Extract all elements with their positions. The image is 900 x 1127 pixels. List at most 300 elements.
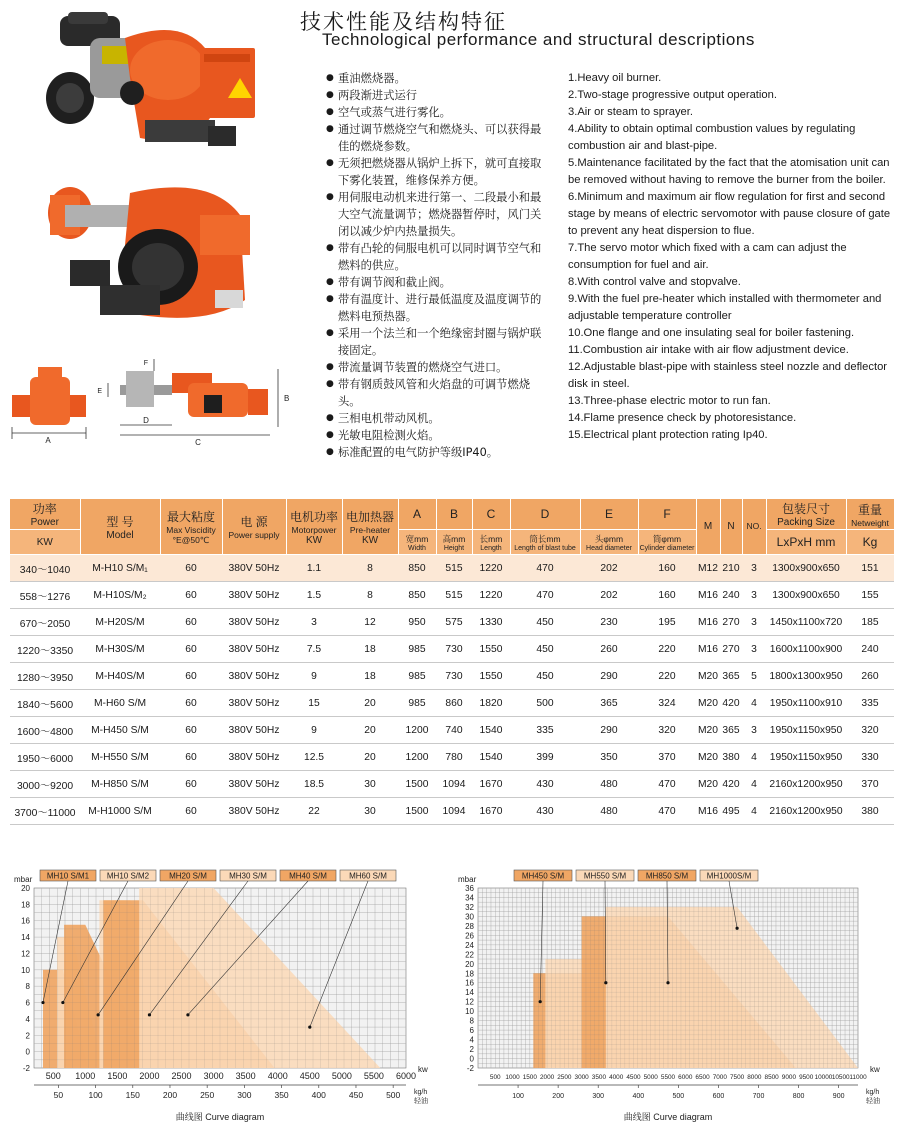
cell-pack: 2160x1200x950 <box>766 771 846 798</box>
cell-m: M12 <box>696 555 720 582</box>
table-row <box>10 609 894 636</box>
feature-cn-item: ● 光敏电阻检测火焰。 <box>326 427 546 444</box>
cell-weight: 151 <box>846 555 894 582</box>
cell-d: 450 <box>510 609 580 636</box>
cell-model: M-H10 S/M₁ <box>80 555 160 582</box>
cell-supply: 380V 50Hz <box>222 555 286 582</box>
legend-label-0: MH10 S/M1 <box>46 871 90 881</box>
secondary-tick-label: 50 <box>53 1090 64 1100</box>
y-tick-label: 26 <box>465 931 474 941</box>
y-tick-label: 24 <box>465 940 474 950</box>
secondary-unit-cn: 轻油 <box>866 1098 880 1105</box>
cell-m: M20 <box>696 717 720 744</box>
y-tick-label: 18 <box>21 900 30 910</box>
cell-model: M-H60 S/M <box>80 690 160 717</box>
y-tick-label: 0 <box>469 1054 474 1064</box>
legend-label-3: MH30 S/M <box>229 871 267 881</box>
cell-supply: 380V 50Hz <box>222 636 286 663</box>
th-supply: 电 源 Power supply <box>222 499 286 555</box>
cell-heater: 8 <box>342 582 398 609</box>
cell-e: 290 <box>580 663 638 690</box>
cell-pack: 1950x1150x950 <box>766 717 846 744</box>
cell-supply: 380V 50Hz <box>222 744 286 771</box>
y-tick-label: 28 <box>465 921 474 931</box>
cell-weight: 380 <box>846 798 894 825</box>
cell-weight: 185 <box>846 609 894 636</box>
y-tick-label: 8 <box>469 1016 474 1026</box>
feature-cn-item: ● 带有凸轮的伺服电机可以同时调节空气和燃料的供应。 <box>326 240 546 274</box>
feature-cn-item: ● 用伺服电动机来进行第一、二段最小和最大空气流量调节；燃烧器暂停时，风门关闭以减少炉内热量损失。 <box>326 189 546 240</box>
secondary-tick-label: 350 <box>274 1090 289 1100</box>
cell-d: 430 <box>510 798 580 825</box>
table-row <box>10 798 894 825</box>
cell-power: 558～1276 <box>10 582 80 609</box>
cell-weight: 320 <box>846 717 894 744</box>
y-tick-label: 4 <box>469 1035 474 1045</box>
feature-cn-item: ● 无须把燃烧器从锅炉上拆下，就可直接取下雾化装置，维修保养方便。 <box>326 155 546 189</box>
y-tick-label: 8 <box>25 982 30 992</box>
y-tick-label: -2 <box>22 1064 30 1073</box>
cell-weight: 370 <box>846 771 894 798</box>
secondary-tick-label: 150 <box>125 1090 140 1100</box>
x-tick-label: 2500 <box>171 1071 192 1081</box>
th-model: 型 号 Model <box>80 499 160 555</box>
cell-d: 399 <box>510 744 580 771</box>
th-a: A <box>398 499 436 530</box>
cell-no: 3 <box>742 609 766 636</box>
th-d: D <box>510 499 580 530</box>
feature-en-item: 7.The servo motor which fixed with a cam can adjust the consumption for fuel and air. <box>568 242 847 271</box>
cell-d: 470 <box>510 582 580 609</box>
th-f-sub: 筒φmm Cylinder diameter <box>638 530 696 555</box>
chart-caption: 曲线图 Curve diagram <box>623 1112 713 1122</box>
feature-cn-item: ● 带有钢质鼓风管和火焰盘的可调节燃烧头。 <box>326 376 546 410</box>
leader-dot-0 <box>41 1001 44 1004</box>
y-tick-label: 12 <box>21 949 30 959</box>
cell-visc: 60 <box>160 744 222 771</box>
cell-visc: 60 <box>160 555 222 582</box>
cell-pack: 1950x1150x950 <box>766 744 846 771</box>
cell-pack: 1950x1100x910 <box>766 690 846 717</box>
cell-visc: 60 <box>160 582 222 609</box>
cell-visc: 60 <box>160 663 222 690</box>
cell-model: M-H1000 S/M <box>80 798 160 825</box>
x-tick-label: 5500 <box>363 1071 384 1081</box>
cell-c: 1220 <box>472 582 510 609</box>
cell-n: 270 <box>720 609 742 636</box>
legend-label-1: MH550 S/M <box>583 871 627 881</box>
cell-m: M20 <box>696 690 720 717</box>
cell-e: 230 <box>580 609 638 636</box>
feature-en-item: 1.Heavy oil burner. <box>568 72 662 84</box>
cell-pack: 1800x1300x950 <box>766 663 846 690</box>
cell-motor: 15 <box>286 690 342 717</box>
cell-m: M16 <box>696 798 720 825</box>
feature-en-item: 6.Minimum and maximum air flow regulation for first and second stage by means of electric servomotor with pause closure of gate to prevent any heat dispersion to flue. <box>568 191 891 237</box>
x-tick-label: 7000 <box>712 1074 727 1081</box>
cell-b: 740 <box>436 717 472 744</box>
x-tick-label: 4500 <box>299 1071 320 1081</box>
feature-en-item: 3.Air or steam to sprayer. <box>568 106 693 118</box>
th-heater: 电加热器 Pre-heater KW <box>342 499 398 555</box>
x-tick-label: 10000 <box>814 1074 833 1081</box>
feature-cn-item: ● 带有调节阀和截止阀。 <box>326 274 546 291</box>
x-tick-label: 5000 <box>643 1074 658 1081</box>
table-row <box>10 771 894 798</box>
x-tick-label: 10500 <box>831 1074 850 1081</box>
feature-cn-item: ● 通过调节燃烧空气和燃烧头、可以获得最佳的燃烧参数。 <box>326 121 546 155</box>
cell-a: 850 <box>398 582 436 609</box>
x-tick-label: 6000 <box>678 1074 693 1081</box>
x-tick-label: 3000 <box>574 1074 589 1081</box>
y-tick-label: 2 <box>469 1045 474 1055</box>
x-tick-label: 3500 <box>235 1071 256 1081</box>
cell-f: 195 <box>638 609 696 636</box>
legend-label-3: MH1000S/M <box>706 871 752 881</box>
cell-b: 1094 <box>436 771 472 798</box>
secondary-unit-en: kg/h <box>414 1089 428 1096</box>
y-tick-label: 20 <box>21 884 30 893</box>
cell-heater: 20 <box>342 690 398 717</box>
secondary-tick-label: 800 <box>792 1093 805 1100</box>
dimension-drawing <box>8 355 293 450</box>
cell-c: 1330 <box>472 609 510 636</box>
cell-power: 340～1040 <box>10 555 80 582</box>
th-e-sub: 头φmm Head diameter <box>580 530 638 555</box>
y-tick-label: 10 <box>21 965 30 975</box>
feature-cn-item: ● 空气或蒸气进行雾化。 <box>326 104 546 121</box>
cell-a: 985 <box>398 663 436 690</box>
cell-b: 730 <box>436 636 472 663</box>
secondary-tick-label: 400 <box>632 1093 645 1100</box>
cell-motor: 9 <box>286 717 342 744</box>
y-tick-label: 14 <box>21 933 30 943</box>
x-tick-label: 6000 <box>395 1071 417 1081</box>
dim-label-e: E <box>97 388 102 395</box>
x-tick-label: 2500 <box>557 1074 572 1081</box>
cell-e: 365 <box>580 690 638 717</box>
features-en-list <box>568 70 893 444</box>
feature-en-item: 9.With the fuel pre-heater which installed with thermometer and adjustable temperature controller <box>568 293 882 322</box>
th-viscidity: 最大粘度 Max Viscidity °E@50℃ <box>160 499 222 555</box>
cell-visc: 60 <box>160 690 222 717</box>
x-tick-label: 2000 <box>539 1074 555 1081</box>
cell-f: 470 <box>638 798 696 825</box>
cell-weight: 335 <box>846 690 894 717</box>
spec-table <box>10 499 895 825</box>
feature-en-item: 5.Maintenance facilitated by the fact that the atomisation unit can be removed without having to remove the burner from the boiler. <box>568 157 890 186</box>
cell-power: 3000～9200 <box>10 771 80 798</box>
cell-motor: 1.1 <box>286 555 342 582</box>
table-row <box>10 636 894 663</box>
cell-e: 202 <box>580 555 638 582</box>
cell-n: 380 <box>720 744 742 771</box>
legend-label-2: MH20 S/M <box>169 871 207 881</box>
secondary-tick-label: 100 <box>88 1090 103 1100</box>
th-weight-unit: Kg <box>846 530 894 555</box>
cell-m: M20 <box>696 663 720 690</box>
cell-weight: 260 <box>846 663 894 690</box>
cell-b: 515 <box>436 555 472 582</box>
secondary-tick-label: 400 <box>311 1090 326 1100</box>
cell-c: 1670 <box>472 798 510 825</box>
cell-d: 470 <box>510 555 580 582</box>
table-row <box>10 717 894 744</box>
cell-d: 500 <box>510 690 580 717</box>
secondary-unit-en: kg/h <box>866 1089 880 1096</box>
cell-no: 4 <box>742 690 766 717</box>
cell-f: 320 <box>638 717 696 744</box>
cell-power: 1280～3950 <box>10 663 80 690</box>
cell-pack: 1600x1100x900 <box>766 636 846 663</box>
feature-cn-item: ● 重油燃烧器。 <box>326 70 546 87</box>
feature-en-item: 14.Flame presence check by photoresistance. <box>568 412 797 424</box>
cell-f: 324 <box>638 690 696 717</box>
y-tick-label: 30 <box>465 912 474 922</box>
cell-heater: 18 <box>342 636 398 663</box>
cell-a: 1500 <box>398 798 436 825</box>
cell-visc: 60 <box>160 609 222 636</box>
cell-no: 3 <box>742 555 766 582</box>
cell-heater: 30 <box>342 771 398 798</box>
x-tick-label: 8500 <box>764 1074 779 1081</box>
page-title-cn: 技术性能及结构特征 <box>300 10 507 34</box>
secondary-tick-label: 250 <box>200 1090 215 1100</box>
cell-c: 1550 <box>472 636 510 663</box>
th-power: 功率 Power <box>10 499 80 530</box>
cell-c: 1540 <box>472 744 510 771</box>
x-tick-label: 3000 <box>203 1071 224 1081</box>
cell-model: M-H450 S/M <box>80 717 160 744</box>
cell-model: M-H20S/M <box>80 609 160 636</box>
feature-en-item: 15.Electrical plant protection rating Ip40. <box>568 429 768 441</box>
cell-a: 985 <box>398 690 436 717</box>
secondary-tick-label: 600 <box>712 1093 725 1100</box>
cell-motor: 18.5 <box>286 771 342 798</box>
curve-diagram-left <box>0 862 440 1124</box>
x-tick-label: 500 <box>45 1071 61 1081</box>
y-axis-label: mbar <box>458 875 477 884</box>
cell-heater: 12 <box>342 609 398 636</box>
cell-b: 860 <box>436 690 472 717</box>
th-n: N <box>720 499 742 555</box>
cell-e: 480 <box>580 771 638 798</box>
cell-b: 730 <box>436 663 472 690</box>
cell-heater: 8 <box>342 555 398 582</box>
th-power-unit: KW <box>10 530 80 555</box>
x-tick-label: 6500 <box>695 1074 710 1081</box>
x-tick-label: 1500 <box>107 1071 128 1081</box>
th-b-sub: 高mm Height <box>436 530 472 555</box>
cell-visc: 60 <box>160 771 222 798</box>
dim-label-f: F <box>143 360 148 367</box>
y-tick-label: 16 <box>21 916 30 926</box>
th-c: C <box>472 499 510 530</box>
cell-weight: 330 <box>846 744 894 771</box>
cell-visc: 60 <box>160 798 222 825</box>
cell-power: 670～2050 <box>10 609 80 636</box>
cell-c: 1670 <box>472 771 510 798</box>
th-weight: 重量 Netweight <box>846 499 894 530</box>
cell-f: 370 <box>638 744 696 771</box>
cell-weight: 240 <box>846 636 894 663</box>
x-tick-label: 1000 <box>75 1071 96 1081</box>
x-tick-label: 3500 <box>591 1074 607 1081</box>
cell-supply: 380V 50Hz <box>222 798 286 825</box>
cell-a: 850 <box>398 555 436 582</box>
cell-pack: 2160x1200x950 <box>766 798 846 825</box>
cell-no: 5 <box>742 663 766 690</box>
cell-supply: 380V 50Hz <box>222 663 286 690</box>
cell-c: 1220 <box>472 555 510 582</box>
y-tick-label: 16 <box>465 978 474 988</box>
y-tick-label: 14 <box>465 988 474 998</box>
cell-no: 3 <box>742 717 766 744</box>
cell-d: 450 <box>510 663 580 690</box>
y-tick-label: 34 <box>465 893 474 903</box>
leader-dot-3 <box>148 1013 151 1016</box>
cell-model: M-H550 S/M <box>80 744 160 771</box>
x-tick-label: 9000 <box>781 1074 797 1081</box>
secondary-tick-label: 500 <box>386 1090 401 1100</box>
cell-a: 1200 <box>398 717 436 744</box>
burner-photo-compact <box>40 175 280 340</box>
cell-pack: 1300x900x650 <box>766 555 846 582</box>
cell-n: 420 <box>720 771 742 798</box>
cell-m: M20 <box>696 744 720 771</box>
th-pack-unit: LxPxH mm <box>766 530 846 555</box>
feature-en-item: 10.One flange and one insulating seal for boiler fastening. <box>568 327 855 339</box>
cell-d: 430 <box>510 771 580 798</box>
leader-dot-1 <box>604 981 607 984</box>
x-tick-label: 4000 <box>609 1074 624 1081</box>
th-m: M <box>696 499 720 555</box>
cell-f: 220 <box>638 663 696 690</box>
secondary-tick-label: 200 <box>162 1090 178 1100</box>
cell-e: 350 <box>580 744 638 771</box>
curve-diagram-right <box>450 862 898 1124</box>
cell-b: 780 <box>436 744 472 771</box>
cell-no: 3 <box>742 636 766 663</box>
cell-b: 1094 <box>436 798 472 825</box>
table-row <box>10 582 894 609</box>
cell-visc: 60 <box>160 717 222 744</box>
feature-cn-item: ● 采用一个法兰和一个绝缘密封圈与锅炉联接固定。 <box>326 325 546 359</box>
burner-photo-two-stage <box>40 8 280 163</box>
feature-cn-item: ● 三相电机带动风机。 <box>326 410 546 427</box>
cell-weight: 155 <box>846 582 894 609</box>
feature-cn-item: ● 带有温度计、进行最低温度及温度调节的燃料电预热器。 <box>326 291 546 325</box>
feature-en-item: 8.With control valve and stopvalve. <box>568 276 741 288</box>
y-tick-label: -2 <box>466 1064 474 1073</box>
table-row <box>10 690 894 717</box>
y-tick-label: 2 <box>25 1031 30 1041</box>
secondary-tick-label: 100 <box>512 1093 524 1100</box>
feature-cn-item: ● 标准配置的电气防护等级IP40。 <box>326 444 546 461</box>
secondary-tick-label: 450 <box>348 1090 364 1100</box>
cell-model: M-H850 S/M <box>80 771 160 798</box>
legend-label-1: MH10 S/M2 <box>106 871 150 881</box>
cell-d: 450 <box>510 636 580 663</box>
x-unit-label: kw <box>870 1065 880 1074</box>
cell-motor: 22 <box>286 798 342 825</box>
cell-supply: 380V 50Hz <box>222 690 286 717</box>
leader-dot-3 <box>735 927 738 930</box>
feature-cn-item: ● 带流量调节装置的燃烧空气进口。 <box>326 359 546 376</box>
feature-en-item: 4.Ability to obtain optimal combustion values by regulating combustion air and blast-pipe. <box>568 123 856 152</box>
x-tick-label: 4500 <box>626 1074 641 1081</box>
cell-motor: 7.5 <box>286 636 342 663</box>
secondary-unit-cn: 轻油 <box>414 1098 428 1105</box>
cell-power: 3700～11000 <box>10 798 80 825</box>
cell-motor: 3 <box>286 609 342 636</box>
table-row <box>10 663 894 690</box>
y-tick-label: 6 <box>25 998 30 1008</box>
x-tick-label: 7500 <box>729 1074 745 1081</box>
th-f: F <box>638 499 696 530</box>
th-no: NO. <box>742 499 766 555</box>
y-tick-label: 36 <box>465 884 474 893</box>
cell-pack: 1450x1100x720 <box>766 609 846 636</box>
th-pack: 包装尺寸 Packing Size <box>766 499 846 530</box>
cell-visc: 60 <box>160 636 222 663</box>
cell-no: 3 <box>742 582 766 609</box>
y-tick-label: 20 <box>465 959 474 969</box>
x-tick-label: 5000 <box>331 1071 352 1081</box>
x-tick-label: 9500 <box>799 1074 814 1081</box>
dim-label-d: D <box>143 416 149 425</box>
cell-no: 4 <box>742 771 766 798</box>
cell-supply: 380V 50Hz <box>222 771 286 798</box>
secondary-tick-label: 500 <box>672 1093 685 1100</box>
cell-e: 290 <box>580 717 638 744</box>
cell-model: M-H40S/M <box>80 663 160 690</box>
cell-heater: 18 <box>342 663 398 690</box>
th-b: B <box>436 499 472 530</box>
y-tick-label: 10 <box>465 1007 474 1017</box>
feature-en-item: 13.Three-phase electric motor to run fan. <box>568 395 771 407</box>
th-c-sub: 长mm Length <box>472 530 510 555</box>
legend-label-2: MH850 S/M <box>645 871 689 881</box>
x-tick-label: 1500 <box>522 1074 537 1081</box>
leader-dot-0 <box>539 1000 542 1003</box>
leader-dot-4 <box>186 1013 189 1016</box>
x-tick-label: 8000 <box>747 1074 762 1081</box>
cell-f: 160 <box>638 582 696 609</box>
x-tick-label: 500 <box>489 1074 501 1081</box>
y-tick-label: 22 <box>465 950 474 960</box>
feature-en-item: 11.Combustion air intake with air flow adjustment device. <box>568 344 849 356</box>
cell-supply: 380V 50Hz <box>222 609 286 636</box>
cell-m: M16 <box>696 609 720 636</box>
cell-a: 950 <box>398 609 436 636</box>
y-axis-label: mbar <box>14 875 33 884</box>
cell-power: 1600～4800 <box>10 717 80 744</box>
cell-n: 495 <box>720 798 742 825</box>
cell-model: M-H10S/M₂ <box>80 582 160 609</box>
th-e: E <box>580 499 638 530</box>
table-row <box>10 555 894 582</box>
secondary-tick-label: 300 <box>592 1093 605 1100</box>
feature-cn-item: ● 两段渐进式运行 <box>326 87 546 104</box>
th-d-sub: 筒长mm Length of blast tube <box>510 530 580 555</box>
feature-en-item: 2.Two-stage progressive output operation. <box>568 89 777 101</box>
cell-c: 1820 <box>472 690 510 717</box>
cell-e: 480 <box>580 798 638 825</box>
chart-caption: 曲线图 Curve diagram <box>175 1112 265 1122</box>
legend-label-4: MH40 S/M <box>289 871 327 881</box>
dim-label-a: A <box>45 436 51 445</box>
